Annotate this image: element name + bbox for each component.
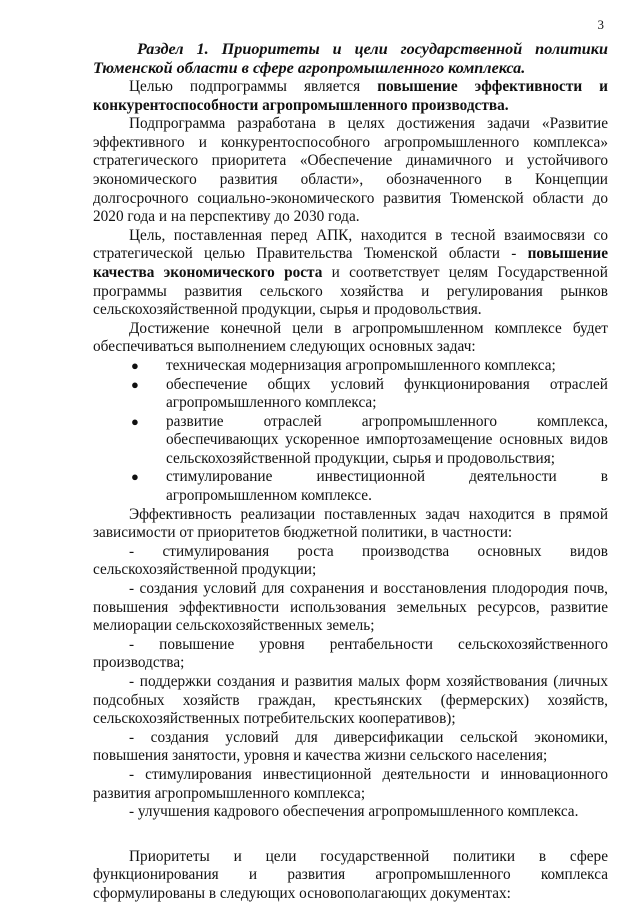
- list-item: ● развитие отраслей агропромышленного комплекса, обеспечивающих ускоренное импортозамещение основных видов сельскохозяйственной продукции, сырья и продовольствия;: [131, 412, 608, 467]
- bullet-icon: ●: [131, 376, 139, 392]
- bullet-icon: ●: [131, 357, 139, 373]
- priority-item: - улучшения кадрового обеспечения агропромышленного комплекса.: [129, 803, 579, 821]
- priority-item: - повышение уровня рентабельности сельскохозяйственного производства;: [93, 635, 608, 672]
- document-body: [93, 40, 608, 904]
- list-item: ● техническая модернизация агропромышленного комплекса;: [131, 356, 556, 374]
- apk-paragraph: [93, 227, 608, 320]
- task-list: [93, 357, 608, 506]
- efficiency-paragraph: Эффективность реализации поставленных задач находится в прямой зависимости от приоритетов бюджетной политики, в частности:: [93, 505, 608, 542]
- apk-emphasis: повышение качества экономического роста: [93, 245, 608, 281]
- goal-prefix: Целью подпрограммы является: [129, 78, 378, 95]
- apk-suffix: и соответствует целям Государственной программы развития сельского хозяйства и регулирования рынков сельскохозяйственной продукции, сырья и продовольствия.: [93, 263, 608, 319]
- page-number: 3: [597, 17, 604, 32]
- priority-item: - поддержки создания и развития малых форм хозяйствования (личных подсобных хозяйств граждан, крестьянских (фермерских) хозяйств, сельскохозяйственных потребительских кооперативов);: [93, 673, 608, 728]
- priority-item: - создания условий для сохранения и восстановления плодородия почв, повышения эффективности использования земельных ресурсов, развитие мелиорации сельскохозяйственных земель;: [93, 580, 608, 635]
- spacer: [93, 822, 608, 848]
- bullet-icon: ●: [131, 469, 139, 485]
- achieve-paragraph: Достижение конечной цели в агропромышленном комплексе будет обеспечиваться выполнением следующих основных задач:: [93, 319, 608, 356]
- list-item: ● обеспечение общих условий функционирования отраслей агропромышленного комплекса;: [131, 375, 608, 412]
- developed-paragraph: Подпрограмма разработана в целях достижения задачи «Развитие эффективного и конкурентоспособного агропромышленного комплекса» стратегического приоритета «Обеспечение динамичного и устойчивого экономического развития области», обозначенного в Концепции долгосрочного социально-экономического развития Тюменской области до 2020 года и на перспективу до 2030 года.: [93, 115, 608, 226]
- section-title: Раздел 1. Приоритеты и цели государственной политики Тюменской области в сфере агропромышленного комплекса.: [93, 40, 608, 77]
- goal-paragraph: [93, 78, 608, 115]
- priority-item: - стимулирования роста производства основных видов сельскохозяйственной продукции;: [93, 542, 608, 579]
- bullet-icon: ●: [131, 413, 139, 429]
- apk-prefix: Цель, поставленная перед АПК, находится в тесной взаимосвязи со стратегической целью Правительства Тюменской области -: [93, 226, 608, 263]
- goal-emphasis: повышение эффективности и конкурентоспособности агропромышленного производства.: [93, 78, 608, 114]
- priority-item: - стимулирования инвестиционной деятельности и инновационного развития агропромышленного комплекса;: [93, 765, 608, 802]
- priority-item: - создания условий для диверсификации сельской экономики, повышения занятости, уровня и качества жизни сельского населения;: [93, 728, 608, 765]
- list-item: ● стимулирование инвестиционной деятельности в агропромышленном комплексе.: [131, 468, 608, 505]
- final-paragraph: Приоритеты и цели государственной политики в сфере функционирования и развития агропромышленного комплекса сформулированы в следующих основополагающих документах:: [93, 847, 608, 902]
